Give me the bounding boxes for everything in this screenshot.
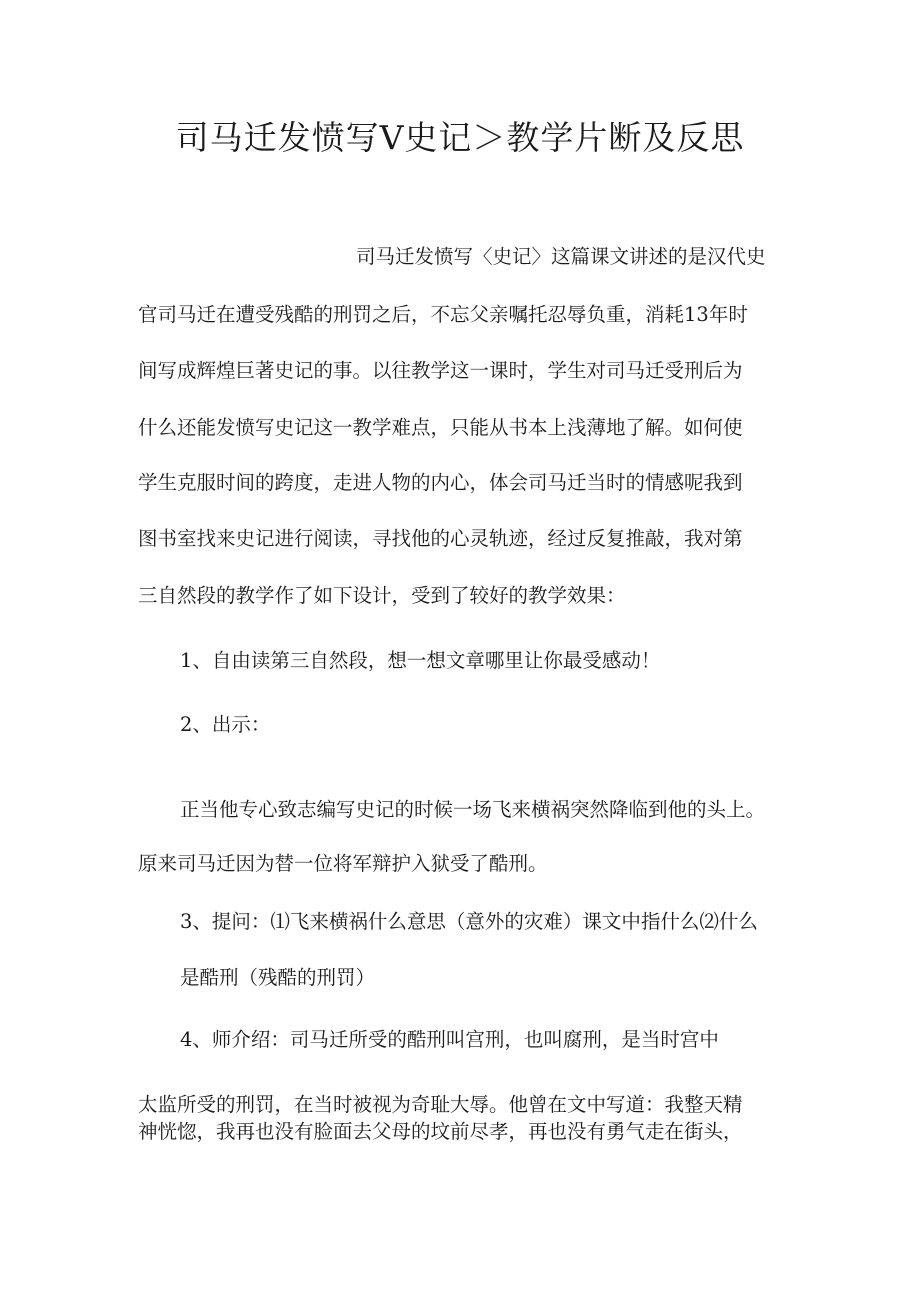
step-2: 2、出示： (180, 713, 271, 736)
quote-line: 原来司马迁因为替一位将军辩护入狱受了酷刑。 (138, 852, 548, 875)
step-4-line: 4、师介绍：司马迁所受的酷刑叫宫刑，也叫腐刑，是当时宫中 (180, 1028, 719, 1051)
paragraph-line: 什么还能发愤写史记这一教学难点，只能从书本上浅薄地了解。如何使 (138, 416, 743, 439)
quote-line: 正当他专心致志编写史记的时候一场飞来横祸突然降临到他的头上。 (180, 798, 766, 821)
paragraph-line: 官司马迁在遭受残酷的刑罚之后，不忘父亲嘱托忍辱负重，消耗13年时 (138, 303, 748, 326)
paragraph-line: 学生克服时间的跨度，走进人物的内心，体会司马迁当时的情感呢我到 (138, 471, 743, 494)
paragraph-line: 图书室找来史记进行阅读，寻找他的心灵轨迹，经过反复推敲，我对第 (138, 527, 743, 550)
step-3-line: 是酷刑（残酷的刑罚） (180, 966, 376, 989)
step-4-line: 太监所受的刑罚，在当时被视为奇耻大辱。他曾在文中写道：我整天精 (138, 1093, 743, 1116)
paragraph-line: 间写成辉煌巨著史记的事。以往教学这一课时，学生对司马迁受刑后为 (138, 359, 743, 382)
step-3-line: 3、提问：⑴飞来横祸什么意思（意外的灾难）课文中指什么⑵什么 (180, 910, 758, 933)
step-4-line: 神恍惚，我再也没有脸面去父母的坟前尽孝，再也没有勇气走在街头， (138, 1120, 743, 1143)
document-title: 司马迁发愤写Ⅴ史记＞教学片断及反思 (175, 118, 745, 157)
paragraph-line: 三自然段的教学作了如下设计，受到了较好的教学效果： (138, 584, 626, 607)
step-1: 1、自由读第三自然段，想一想文章哪里让你最受感动！ (180, 649, 661, 672)
paragraph-line: 司马迁发愤写〈史记〉这篇课文讲述的是汉代史 (356, 245, 766, 268)
